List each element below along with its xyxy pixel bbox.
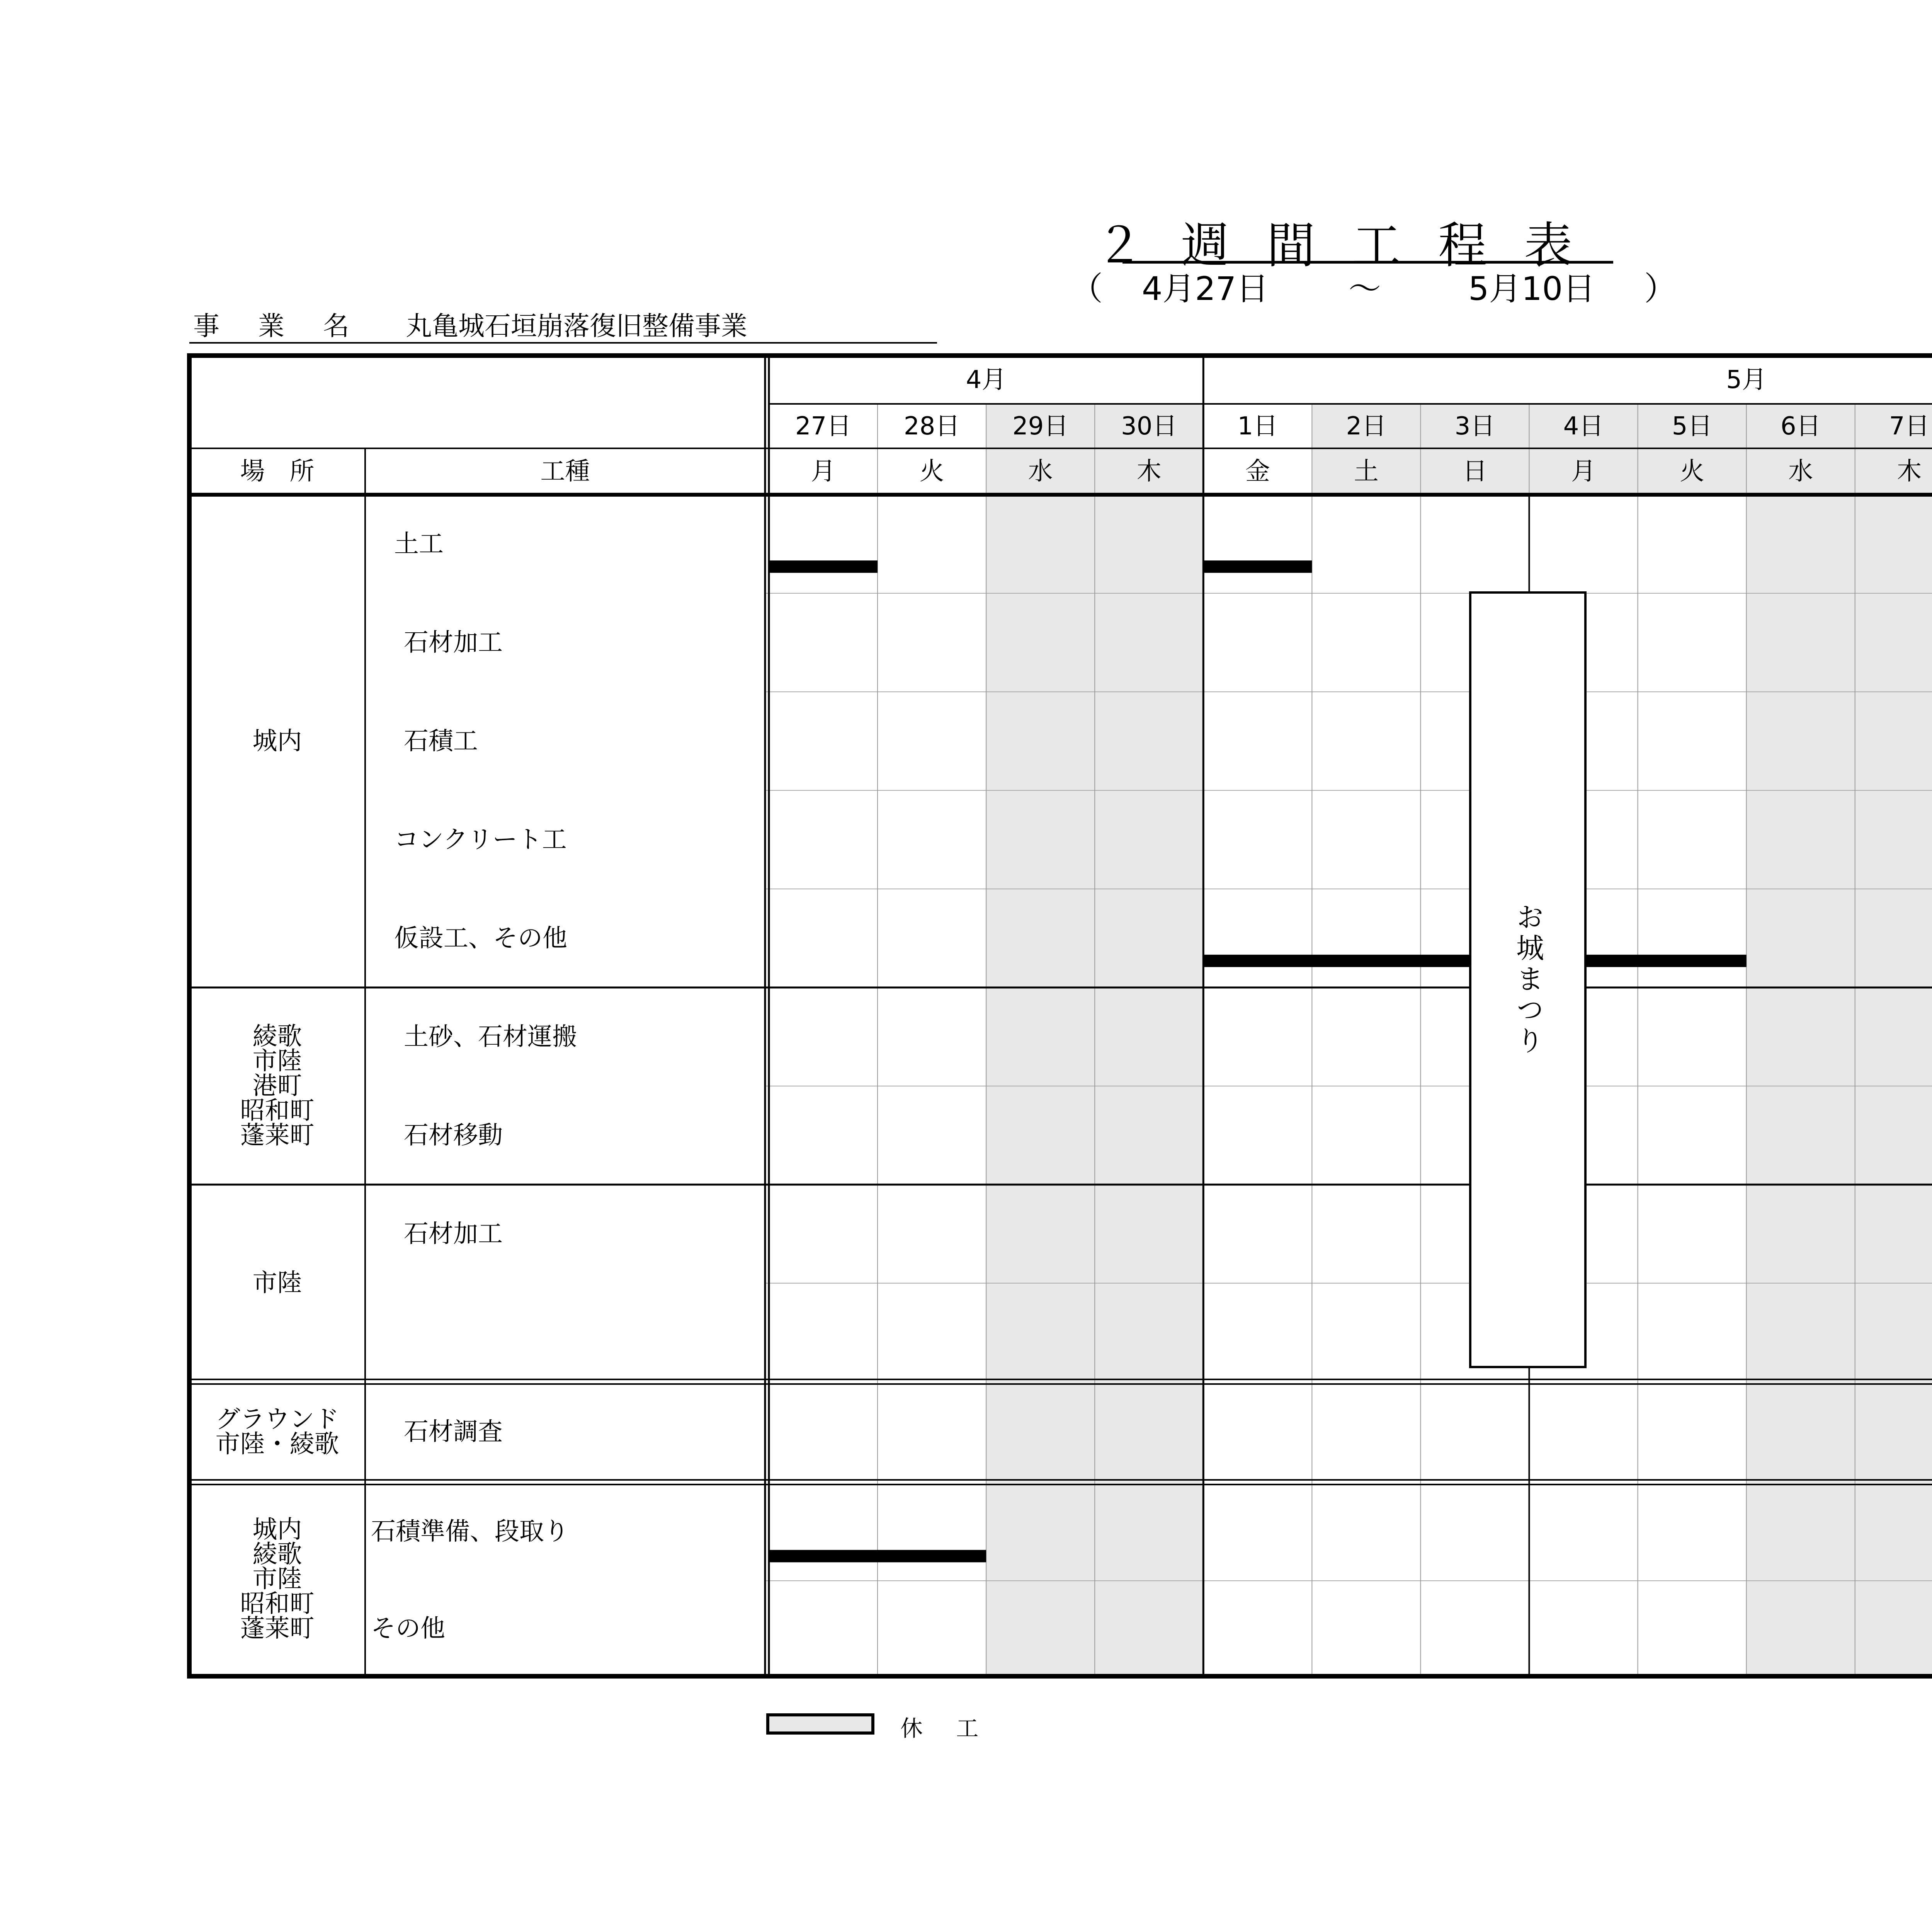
day-date-label: 5日 <box>1672 412 1713 441</box>
location-header: 場 所 <box>240 457 315 486</box>
month-label: 5月 <box>1726 365 1767 394</box>
work-type-label: 石積工 <box>404 727 478 756</box>
period-open: （ <box>1070 270 1103 308</box>
day-date-label: 7日 <box>1889 412 1930 441</box>
holiday-legend-swatch <box>766 1713 874 1735</box>
day-date-label: 3日 <box>1454 412 1495 441</box>
day-weekday-label: 木 <box>1136 457 1162 486</box>
day-weekday-label: 木 <box>1897 457 1922 486</box>
work-type-label: 石材加工 <box>404 628 503 657</box>
location-label: グラウンド 市陸・綾歌 <box>215 1405 339 1459</box>
day-weekday-label: 月 <box>1571 457 1596 486</box>
schedule-bar <box>769 1550 986 1562</box>
day-date-label: 30日 <box>1121 412 1177 441</box>
day-date-label: 27日 <box>795 412 852 441</box>
project-name: 丸亀城石垣崩落復旧整備事業 <box>406 311 748 342</box>
holiday-column-shade <box>1747 495 1855 1676</box>
day-weekday-label: 金 <box>1245 457 1270 486</box>
period-start: 4月27日 <box>1142 270 1269 308</box>
work-type-label: 仮設工、その他 <box>394 924 567 953</box>
work-type-header: 工種 <box>540 457 590 486</box>
day-date-label: 2日 <box>1346 412 1387 441</box>
day-weekday-label: 月 <box>811 457 836 486</box>
month-label: 4月 <box>966 365 1007 394</box>
day-weekday-label: 日 <box>1462 457 1487 486</box>
day-weekday-label: 火 <box>1680 457 1705 486</box>
work-type-label <box>404 1283 757 1382</box>
work-type-label: 石材調査 <box>404 1418 503 1446</box>
location-label: 綾歌 市陸 港町 昭和町 蓬莱町 <box>240 1022 315 1150</box>
day-weekday-label: 水 <box>1788 457 1813 486</box>
day-weekday-label: 土 <box>1354 457 1379 486</box>
work-type-label: 石積準備、段取り <box>371 1517 569 1546</box>
period-end: 5月10日 <box>1468 270 1595 308</box>
festival-box <box>1469 591 1587 1368</box>
day-date-label: 1日 <box>1237 412 1278 441</box>
schedule-bar <box>769 560 878 573</box>
holiday-column-shade <box>1855 495 1932 1676</box>
location-label: 城内 綾歌 市陸 昭和町 蓬莱町 <box>240 1515 315 1643</box>
day-date-label: 29日 <box>1012 412 1069 441</box>
work-type-label: 石材移動 <box>404 1121 503 1150</box>
day-weekday-label: 水 <box>1028 457 1053 486</box>
period-close: ） <box>1644 270 1677 308</box>
page-title: ２週間工程表 <box>1095 217 1610 274</box>
festival-label: お城まつり <box>1512 902 1544 1057</box>
work-type-label: 土砂、石材運搬 <box>404 1022 577 1051</box>
schedule-bar <box>1203 560 1312 573</box>
day-date-label: 6日 <box>1780 412 1821 441</box>
project-label: 事業名 <box>193 311 388 342</box>
location-label: 城内 <box>252 727 302 756</box>
day-date-label: 28日 <box>903 412 960 441</box>
work-type-label: 石材加工 <box>404 1219 503 1248</box>
holiday-legend-label: 休 工 <box>900 1715 992 1742</box>
day-date-label: 4日 <box>1563 412 1604 441</box>
holiday-column-shade <box>1095 495 1203 1676</box>
period-separator: ～ <box>1349 270 1381 308</box>
work-type-label: 土工 <box>394 529 444 558</box>
work-type-label: コンクリート工 <box>394 825 567 854</box>
work-type-label: その他 <box>371 1614 445 1643</box>
day-weekday-label: 火 <box>919 457 944 486</box>
holiday-column-shade <box>986 495 1095 1676</box>
location-label: 市陸 <box>252 1269 302 1297</box>
